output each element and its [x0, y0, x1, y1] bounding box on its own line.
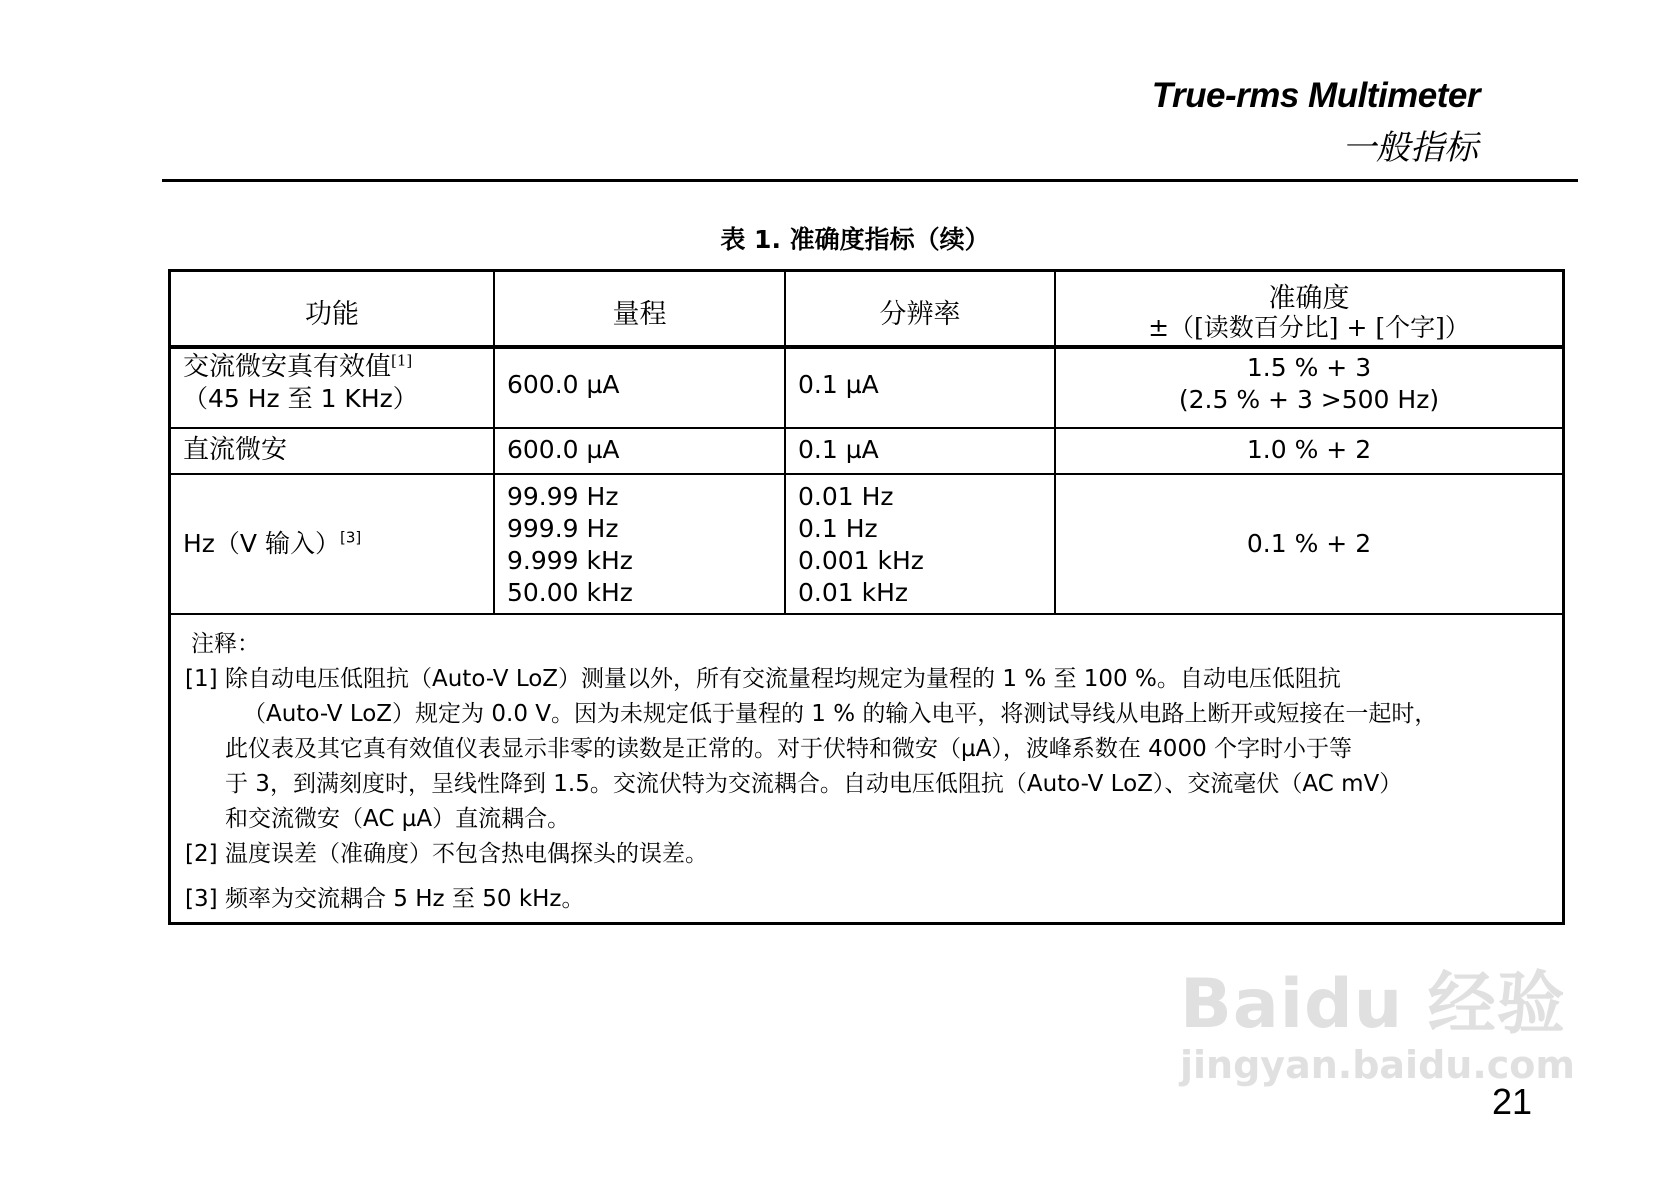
header-range: 量程: [612, 299, 667, 330]
table-row-accuracy: 1.0 % + 2: [1246, 435, 1372, 464]
header-function: 功能: [305, 299, 359, 330]
table-row-range: 600.0 µA: [507, 435, 620, 464]
note-line: 除自动电压低阻抗（Auto-V LoZ）测量以外，所有交流量程均规定为量程的 1 % 至 100 %。自动电压低阻抗: [225, 666, 1341, 692]
note-number: [2]: [185, 841, 218, 867]
page-number: 21: [1491, 1081, 1532, 1122]
row-divider: [171, 613, 1562, 615]
page-header-title: True-rms Multimeter: [1151, 76, 1480, 115]
baidu-watermark: [1180, 950, 1575, 1087]
table-row-accuracy: 1.5 % + 3: [1246, 353, 1372, 382]
notes-section: [185, 627, 1555, 917]
row-divider: [171, 473, 1562, 475]
row-divider: [171, 427, 1562, 429]
accuracy-table: [168, 269, 1565, 925]
table-row-resolution: 0.1 µA: [798, 435, 879, 464]
table-row-function: 交流微安真有效值[1]: [183, 351, 413, 382]
note-line: 频率为交流耦合 5 Hz 至 50 kHz。: [225, 886, 585, 912]
header-rule: [162, 179, 1578, 182]
note-line: 此仪表及其它真有效值仪表显示非零的读数是正常的。对于伏特和微安（µA），波峰系数在 4000 个字时小于等: [225, 736, 1353, 762]
table-row-resolution: 0.1 µA: [798, 370, 879, 399]
note-number: [3]: [185, 886, 218, 912]
table-caption: 表 1. 准确度指标（续）: [720, 225, 990, 254]
range-value: 9.999 kHz: [507, 546, 633, 575]
resolution-value: 0.001 kHz: [798, 546, 924, 575]
notes-title: 注释：: [191, 631, 260, 657]
note-item: [185, 837, 1555, 872]
table-row-range: [507, 481, 633, 609]
table-row-function: 直流微安: [183, 435, 288, 465]
resolution-value: 0.01 kHz: [798, 578, 909, 607]
note-line: 于 3，到满刻度时，呈线性降到 1.5。交流伏特为交流耦合。自动电压低阻抗（Auto-V LoZ）、交流毫伏（AC mV）: [225, 771, 1403, 797]
range-value: 50.00 kHz: [507, 578, 633, 607]
note-line: 温度误差（准确度）不包含热电偶探头的误差。: [225, 841, 708, 867]
note-number: [1]: [185, 666, 218, 692]
table-row-accuracy-sub: (2.5 % + 3 >500 Hz): [1178, 385, 1440, 414]
page-header-subtitle: 一般指标: [1342, 128, 1478, 168]
note-line: （Auto-V LoZ）规定为 0.0 V。因为未规定低于量程的 1 % 的输入电平，将测试导线从电路上断开或短接在一起时，: [243, 701, 1438, 727]
watermark-url: jingyan.baidu.com: [1180, 1043, 1575, 1087]
note-item: [185, 662, 1555, 837]
header-accuracy-sub: ±（[读数百分比] + [个字]）: [1148, 313, 1470, 342]
range-value: 99.99 Hz: [507, 482, 619, 511]
resolution-value: 0.1 Hz: [798, 514, 878, 543]
header-divider: [171, 345, 1562, 349]
watermark-logo: Baidu 经验: [1180, 965, 1566, 1044]
note-line: 和交流微安（AC µA）直流耦合。: [225, 806, 571, 832]
header-accuracy: 准确度: [1268, 283, 1350, 314]
table-row-range: 600.0 µA: [507, 370, 620, 399]
table-row-function-sub: （45 Hz 至 1 KHz）: [183, 384, 418, 413]
range-value: 999.9 Hz: [507, 514, 619, 543]
note-item: [185, 882, 1555, 917]
table-row-resolution: [798, 481, 924, 609]
table-row-accuracy: 0.1 % + 2: [1246, 529, 1372, 558]
table-row-function: Hz（V 输入）[3]: [183, 528, 362, 558]
header-resolution: 分辨率: [879, 299, 961, 330]
resolution-value: 0.01 Hz: [798, 482, 894, 511]
